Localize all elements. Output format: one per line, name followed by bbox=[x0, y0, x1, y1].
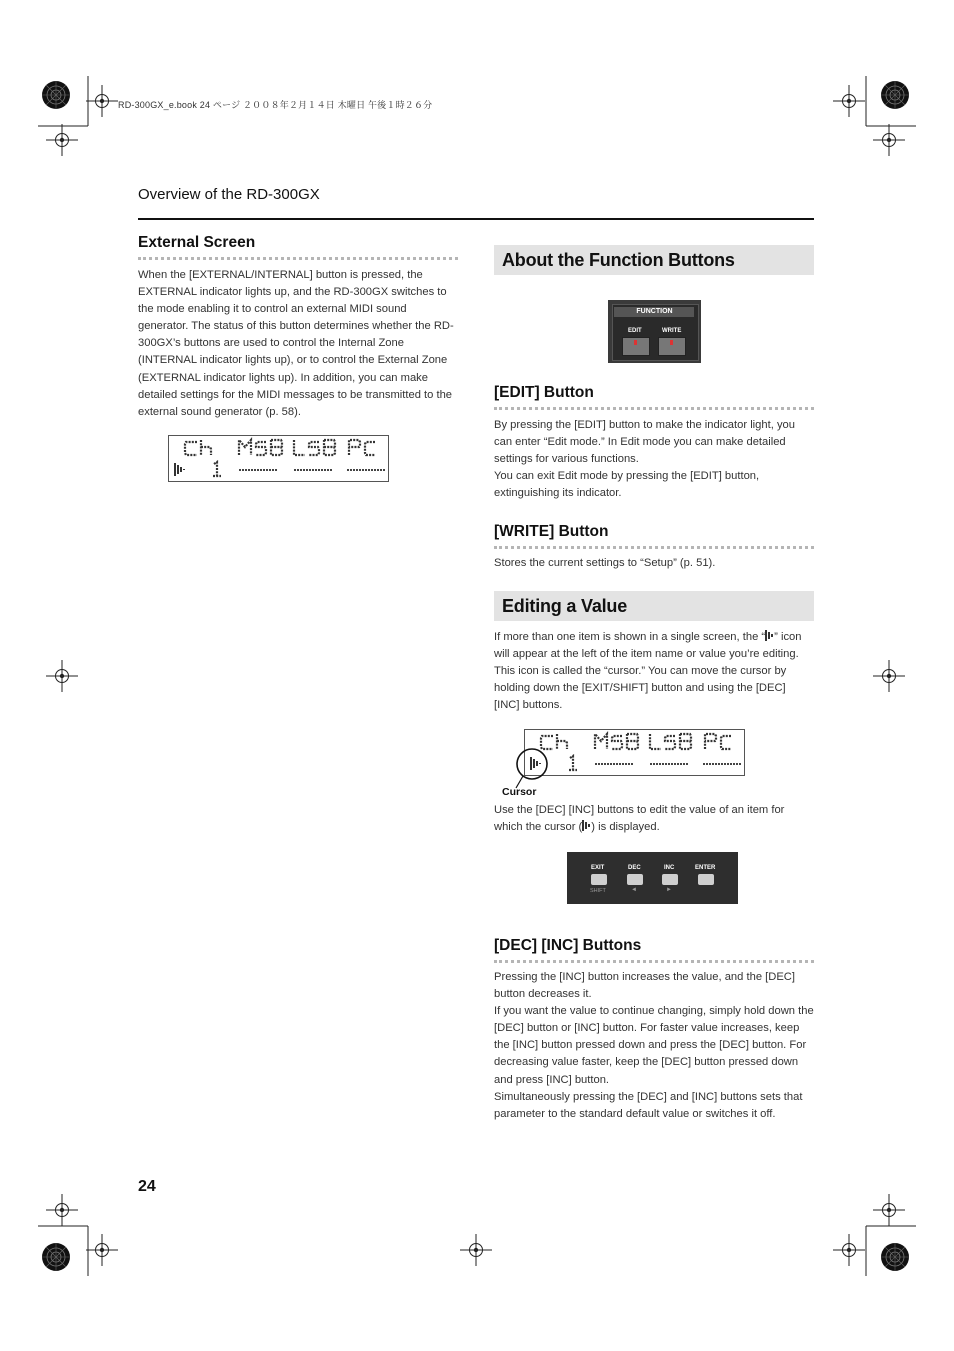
heading-external-screen: External Screen bbox=[138, 234, 256, 251]
cursor-icon bbox=[582, 820, 591, 831]
left-arrow-icon: ◄ bbox=[631, 887, 637, 893]
dec-label: DEC bbox=[628, 865, 641, 871]
exit-shift-button[interactable] bbox=[591, 874, 607, 885]
dotted-rule bbox=[494, 546, 814, 549]
edit-label: EDIT bbox=[628, 328, 642, 334]
write-label: WRITE bbox=[662, 328, 682, 334]
cursor-label: Cursor bbox=[502, 786, 537, 798]
cursor-icon bbox=[765, 630, 774, 641]
dotted-rule bbox=[138, 257, 458, 260]
function-panel-image bbox=[608, 300, 701, 363]
dotted-rule bbox=[494, 407, 814, 410]
edit-button[interactable] bbox=[622, 337, 650, 356]
value-buttons-panel bbox=[567, 852, 738, 904]
write-button[interactable] bbox=[658, 337, 686, 356]
lcd-screen bbox=[168, 435, 389, 482]
editing-text-2: Use the [DEC] [INC] buttons to edit the value of an item for which the cursor ( ) is displayed. bbox=[494, 804, 785, 834]
section-function-buttons bbox=[494, 245, 814, 275]
section-editing-value bbox=[494, 591, 814, 621]
editing-text: If more than one item is shown in a single screen, the “ ” icon will appear at the left of the item name or value you’re editing. This icon is called the “cursor.” You can move the cursor by holding down the [EXIT/SHIFT] button and using the [DEC] [INC] buttons. bbox=[494, 631, 802, 712]
dec-button[interactable] bbox=[627, 874, 643, 885]
edit-button-text: By pressing the [EDIT] button to make the indicator light, you can enter “Edit mode.” In Edit mode you can make detailed settings for various functions. You can exit Edit mode by pressing the [EDIT] button, extinguishing its indicator. bbox=[494, 419, 795, 500]
right-arrow-icon: ► bbox=[666, 887, 672, 893]
heading-write-button: [WRITE] Button bbox=[494, 523, 609, 540]
page-number: 24 bbox=[138, 1178, 156, 1195]
dotted-rule bbox=[494, 960, 814, 963]
header-rule bbox=[138, 218, 814, 220]
heading-dec-inc-buttons: [DEC] [INC] Buttons bbox=[494, 937, 642, 954]
write-button-text: Stores the current settings to “Setup” (p. 51). bbox=[494, 557, 716, 569]
print-header: RD-300GX_e.book 24 ページ ２００８年２月１４日 木曜日 午後１時２６分 bbox=[118, 100, 433, 110]
inc-label: INC bbox=[664, 865, 675, 871]
section-title: Editing a Value bbox=[502, 596, 628, 616]
function-label: FUNCTION bbox=[636, 308, 673, 315]
shift-label: SHIFT bbox=[590, 888, 606, 894]
heading-edit-button: [EDIT] Button bbox=[494, 384, 594, 401]
external-screen-text: When the [EXTERNAL/INTERNAL] button is pressed, the EXTERNAL indicator lights up, and the RD-300GX switches to the mode enabling it to control an external MIDI sound generator. The status of this button determines whether the RD-300GX’s buttons are used to control the Internal Zone (INTERNAL indicator lights up), or to control the External Zone (EXTERNAL indicator lights up). In addition, you can make detailed settings for the MIDI messages to be transmitted to the external sound generator (p. 58). bbox=[138, 269, 454, 418]
running-header: Overview of the RD-300GX bbox=[138, 186, 320, 203]
enter-button[interactable] bbox=[698, 874, 714, 885]
enter-label: ENTER bbox=[695, 865, 716, 871]
exit-label: EXIT bbox=[591, 865, 605, 871]
section-title: About the Function Buttons bbox=[502, 250, 735, 270]
dec-inc-text: Pressing the [INC] button increases the value, and the [DEC] button decreases it. If you want the value to continue changing, simply hold down the [DEC] button or [INC] button. For faster value increases, keep the [INC] button pressed down and press the [DEC] button. For decreasing value faster, keep the [DEC] button pressed down and press [INC] button. Simultaneously pressing the [DEC] and [INC] buttons sets that parameter to the standard default value or switches it off. bbox=[494, 971, 814, 1120]
inc-button[interactable] bbox=[662, 874, 678, 885]
